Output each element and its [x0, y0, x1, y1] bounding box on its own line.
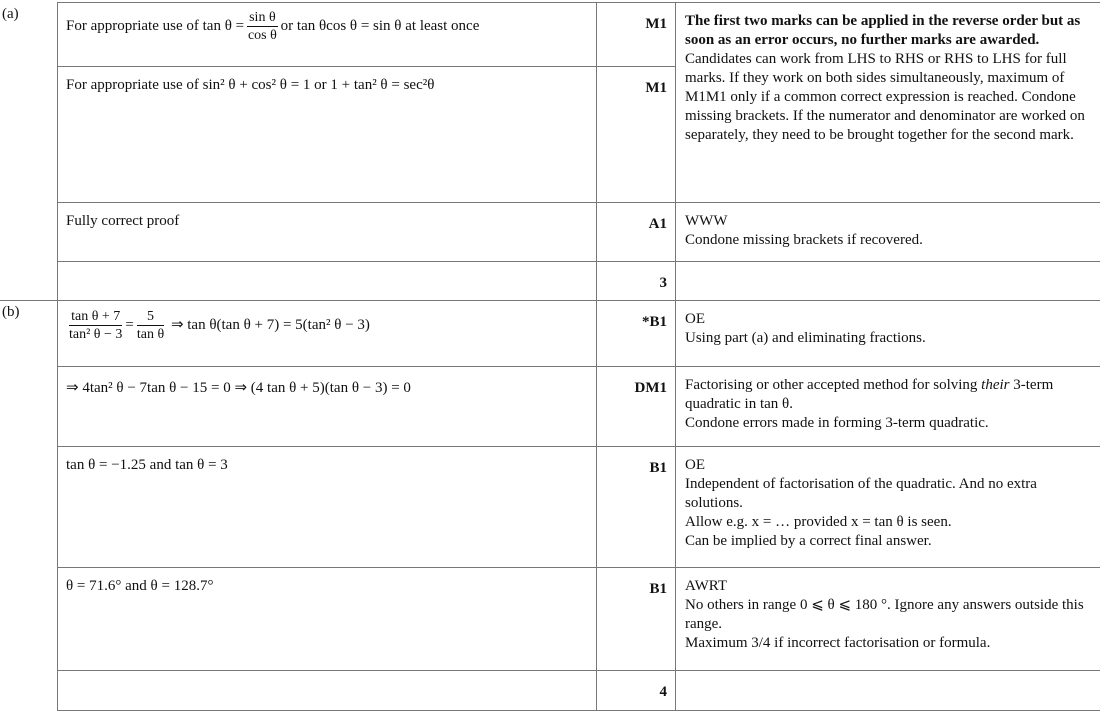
scheme-cell: For appropriate use of sin² θ + cos² θ = 1 or 1 + tan² θ = sec²θ	[58, 67, 597, 203]
equals: =	[125, 317, 133, 333]
denominator: tan² θ − 3	[69, 326, 122, 343]
notes-line: OE	[685, 310, 1096, 329]
notes-line: WWW	[685, 212, 1096, 231]
part-label: (a)	[0, 3, 58, 301]
scheme-text: ⇒ tan θ(tan θ + 7) = 5(tan² θ − 3)	[171, 317, 370, 333]
notes-line: AWRT	[685, 577, 1096, 596]
part-label: (b)	[0, 301, 58, 711]
table-row	[0, 203, 1100, 262]
notes-line: Using part (a) and eliminating fractions.	[685, 329, 1096, 348]
mark-scheme-table	[0, 2, 1100, 711]
total-mark: 3	[597, 262, 676, 301]
empty-cell	[58, 671, 597, 711]
mark: DM1	[597, 367, 676, 447]
notes-line: Condone missing brackets if recovered.	[685, 231, 1096, 250]
numerator: tan θ + 7	[69, 308, 122, 326]
notes-line: Independent of factorisation of the quadratic. And no extra solutions.	[685, 475, 1096, 513]
empty-cell	[676, 262, 1100, 301]
empty-cell	[58, 262, 597, 301]
mark: A1	[597, 203, 676, 262]
mark: *B1	[597, 301, 676, 367]
scheme-text: For appropriate use of tan θ =	[66, 18, 244, 34]
table-row	[0, 262, 1100, 301]
mark: B1	[597, 568, 676, 671]
notes-emphasis: their	[981, 377, 1009, 393]
mark: M1	[597, 3, 676, 67]
notes-bold: The first two marks can be applied in the reverse order but as soon as an error occurs, no further marks are awarded.	[685, 13, 1080, 48]
fraction	[69, 308, 122, 343]
notes-cell	[676, 301, 1100, 367]
scheme-text: or tan θcos θ = sin θ at least once	[281, 18, 480, 34]
notes-line: Allow e.g. x = … provided x = tan θ is seen.	[685, 513, 1096, 532]
notes-line: No others in range 0 ⩽ θ ⩽ 180 °. Ignore any answers outside this range.	[685, 596, 1096, 634]
notes-cell	[676, 3, 1100, 203]
denominator: cos θ	[247, 27, 278, 44]
denominator: tan θ	[137, 326, 164, 343]
fraction	[247, 9, 278, 44]
notes-cell	[676, 367, 1100, 447]
table-row	[0, 447, 1100, 568]
notes-line: Maximum 3/4 if incorrect factorisation or formula.	[685, 634, 1096, 653]
scheme-cell	[58, 301, 597, 367]
numerator: 5	[137, 308, 164, 326]
total-mark: 4	[597, 671, 676, 711]
notes-line: Can be implied by a correct final answer.	[685, 532, 1096, 551]
scheme-cell: Fully correct proof	[58, 203, 597, 262]
notes-text: 3-term quadratic in tan θ.	[685, 377, 1053, 412]
table-row	[0, 3, 1100, 67]
notes-cell	[676, 447, 1100, 568]
table-row	[0, 367, 1100, 447]
table-row	[0, 671, 1100, 711]
scheme-cell	[58, 3, 597, 67]
notes-line: Condone errors made in forming 3-term quadratic.	[685, 414, 1096, 433]
scheme-cell: ⇒ 4tan² θ − 7tan θ − 15 = 0 ⇒ (4 tan θ + 5)(tan θ − 3) = 0	[58, 367, 597, 447]
notes-cell	[676, 568, 1100, 671]
notes-text: Candidates can work from LHS to RHS or RHS to LHS for full marks. If they work on both sides simultaneously, maximum of M1M1 only if a common correct expression is reached. Condone missing brackets. If the numerator and denominator are worked on separately, they need to be brought together for the second mark.	[685, 51, 1085, 143]
table-row	[0, 301, 1100, 367]
scheme-cell: tan θ = −1.25 and tan θ = 3	[58, 447, 597, 568]
scheme-cell: θ = 71.6° and θ = 128.7°	[58, 568, 597, 671]
fraction	[137, 308, 164, 343]
empty-cell	[676, 671, 1100, 711]
table-row	[0, 568, 1100, 671]
numerator: sin θ	[247, 9, 278, 27]
mark: M1	[597, 67, 676, 203]
notes-line: OE	[685, 456, 1096, 475]
notes-cell	[676, 203, 1100, 262]
notes-text: Factorising or other accepted method for solving	[685, 377, 981, 393]
mark: B1	[597, 447, 676, 568]
